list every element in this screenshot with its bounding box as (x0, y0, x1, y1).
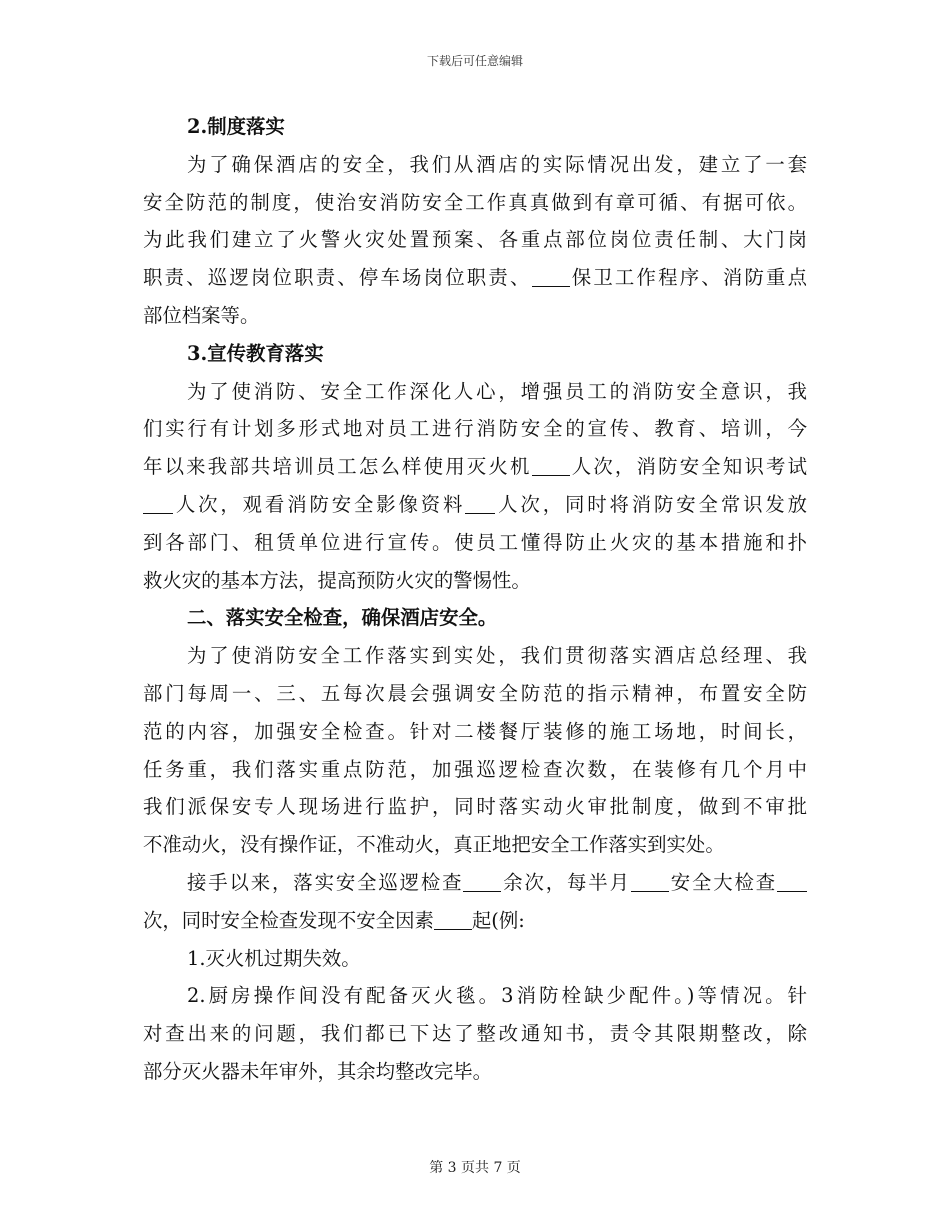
section-heading-inspection: 二、落实安全检查，确保酒店安全。 (187, 606, 498, 630)
text-segment: 人次，消防安全知识考试 (569, 455, 808, 479)
fill-blank (532, 267, 570, 287)
paragraph-line: 对查出来的问题，我们都已下达了整改通知书，责令其限期整改，除 (143, 1022, 807, 1046)
paragraph-line: 我们派保安专人现场进行监护，同时落实动火审批制度，做到不审批 (143, 795, 807, 819)
paragraph-line: 部门每周一、三、五每次晨会强调安全防范的指示精神，布置安全防 (143, 681, 807, 705)
text-segment: 起(例: (471, 908, 525, 932)
paragraph-line: 救火灾的基本方法，提高预防火灾的警惕性。 (143, 568, 531, 592)
fill-blank (465, 493, 495, 513)
paragraph-line (143, 448, 807, 486)
text-segment: 余次，每半月 (501, 870, 631, 894)
paragraph-line: 不准动火，没有操作证，不准动火，真正地把安全工作落实到实处。 (143, 833, 725, 857)
text-segment: 接手以来，落实安全巡逻检查 (187, 870, 464, 894)
paragraph-line (143, 486, 807, 524)
paragraph-line: 为此我们建立了火警火灾处置预案、各重点部位岗位责任制、大门岗 (143, 228, 807, 252)
text-segment: 人次，观看消防安全影像资料 (173, 492, 466, 516)
paragraph-line (143, 902, 807, 940)
fill-blank (434, 909, 472, 929)
paragraph-line (143, 259, 807, 297)
page-header: 下载后可任意编辑 (426, 54, 523, 68)
fill-blank (777, 871, 807, 891)
paragraph-line: 安全防范的制度，使治安消防安全工作真真做到有章可循、有据可依。 (143, 190, 807, 214)
text-segment: 次，同时安全检查发现不安全因素 (143, 908, 434, 932)
paragraph-line: 们实行有计划多形式地对员工进行消防安全的宣传、教育、培训，今 (143, 417, 807, 441)
section-heading-system: 2.制度落实 (187, 115, 285, 138)
paragraph-line: 到各部门、租赁单位进行宣传。使员工懂得防止火灾的基本措施和扑 (143, 530, 807, 554)
paragraph-line: 为了使消防、安全工作深化人心，增强员工的消防安全意识，我 (187, 379, 807, 403)
text-segment: 职责、巡逻岗位职责、停车场岗位职责、 (143, 266, 532, 290)
paragraph-line: 范的内容，加强安全检查。针对二楼餐厅装修的施工场地，时间长， (143, 719, 807, 743)
paragraph-line: 为了确保酒店的安全，我们从酒店的实际情况出发，建立了一套 (187, 152, 807, 176)
fill-blank (631, 871, 669, 891)
text-segment: 年以来我部共培训员工怎么样使用灭火机 (143, 455, 532, 479)
list-item: 1.灭火机过期失效。 (187, 946, 361, 970)
section-heading-education: 3.宣传教育落实 (187, 341, 324, 365)
fill-blank (532, 456, 570, 476)
paragraph-line: 部分灭火器未年审外，其余均整改完毕。 (143, 1059, 493, 1083)
paragraph-line (143, 864, 807, 902)
fill-blank (143, 493, 173, 513)
text-segment: 人次，同时将消防安全常识发放 (495, 492, 808, 516)
paragraph-line: 部位档案等。 (143, 303, 260, 327)
document-body (143, 108, 807, 1091)
paragraph-line: 任务重，我们落实重点防范，加强巡逻检查次数，在装修有几个月中 (143, 757, 807, 781)
text-segment: 保卫工作程序、消防重点 (569, 266, 808, 290)
page-footer: 第 3 页共 7 页 (429, 1160, 521, 1176)
paragraph-line: 为了使消防安全工作落实到实处，我们贯彻落实酒店总经理、我 (187, 644, 807, 668)
list-item: 2.厨房操作间没有配备灭火毯。3消防栓缺少配件。)等情况。针 (187, 984, 807, 1008)
fill-blank (463, 871, 501, 891)
text-segment: 安全大检查 (668, 870, 778, 894)
